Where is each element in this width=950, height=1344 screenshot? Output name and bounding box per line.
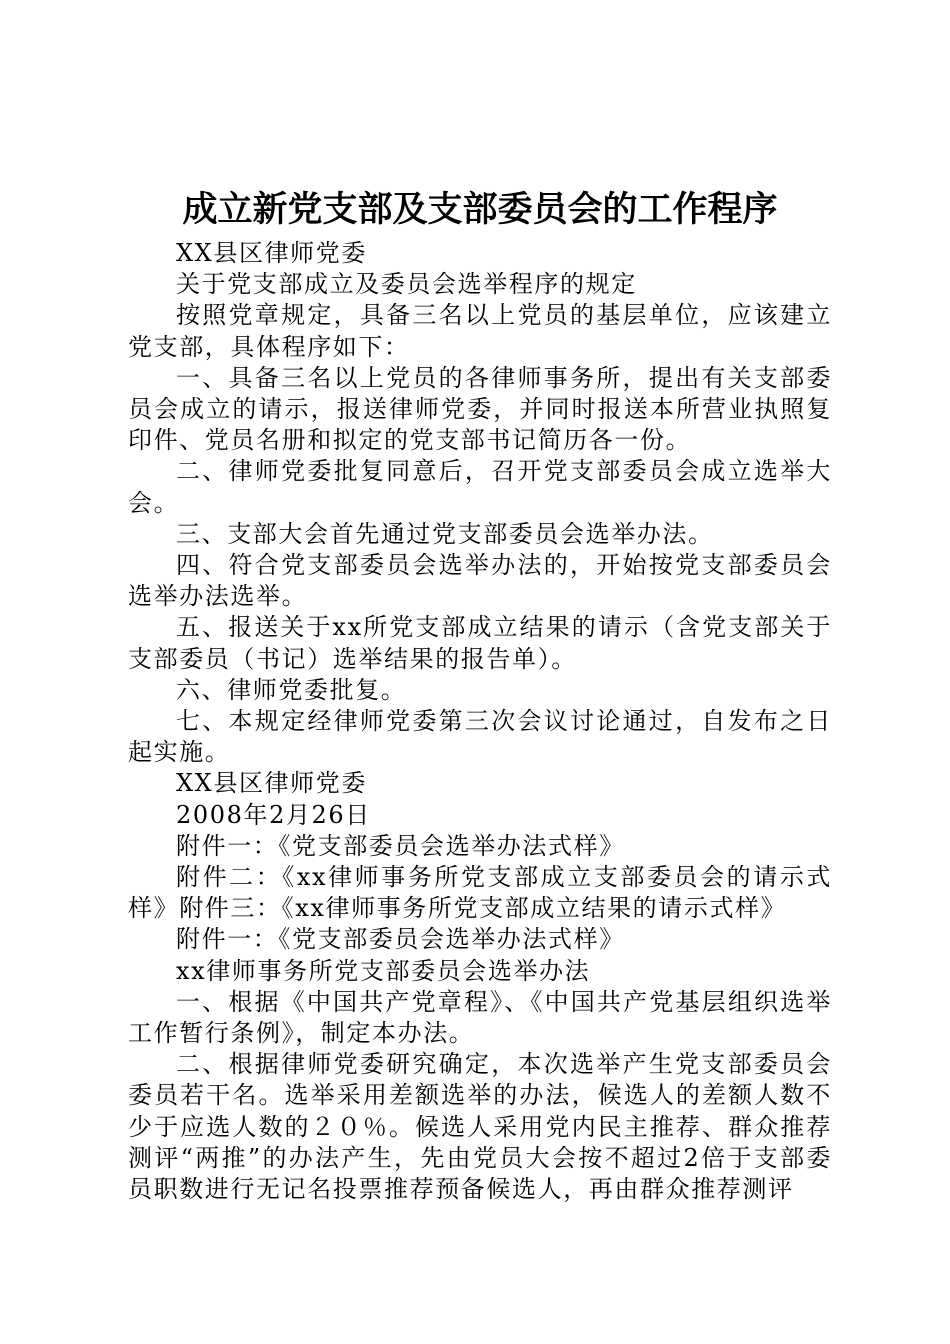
paragraph-attachment-1: 附件一：《党支部委员会选举办法式样》 [176,831,625,860]
paragraph-article-1: 一、根据《中国共产党章程》、《中国共产党基层组织选举工作暂行条例》，制定本办法。 [128,987,832,1048]
paragraph-article-2: 二、根据律师党委研究确定，本次选举产生党支部委员会委员若干名。选举采用差额选举的办法，候选人的差额人数不少于应选人数的２０％。候选人采用党内民主推荐、群众推荐测评“两推”的办法产生，先由党员大会按不超过2倍于支部委员职数进行无记名投票推荐预备候选人，再由群众推荐测评 [128,1050,832,1204]
paragraph-party-committee: XX县区律师党委 [176,239,367,267]
paragraph-date: 2008年2月26日 [176,800,371,829]
paragraph-step-2: 二、律师党委批复同意后，召开党支部委员会成立选举大会。 [128,457,832,517]
paragraph-regulation-title: 关于党支部成立及委员会选举程序的规定 [176,270,637,299]
paragraph-signature: XX县区律师党委 [176,769,367,798]
paragraph-attachment-1-heading: 附件一：《党支部委员会选举办法式样》 [176,925,625,954]
document-page [128,188,832,1205]
document-title: 成立新党支部及支部委员会的工作程序 [182,190,778,230]
paragraph-step-5: 五、报送关于xx所党支部成立结果的请示（含党支部关于支部委员（书记）选举结果的报告单）。 [128,613,832,673]
paragraph-election-method-title: xx律师事务所党支部委员会选举办法 [176,956,591,985]
paragraph-attachment-2-3: 附件二：《xx律师事务所党支部成立支部委员会的请示式样》附件三：《xx律师事务所党支部成立结果的请示式样》 [128,863,832,923]
paragraph-step-1: 一、具备三名以上党员的各律师事务所，提出有关支部委员会成立的请示，报送律师党委，并同时报送本所营业执照复印件、党员名册和拟定的党支部书记简历各一份。 [128,363,832,455]
paragraph-step-4: 四、符合党支部委员会选举办法的，开始按党支部委员会选举办法选举。 [128,551,832,611]
paragraph-step-6: 六、律师党委批复。 [176,675,407,704]
paragraph-step-7: 七、本规定经律师党委第三次会议讨论通过，自发布之日起实施。 [128,707,832,767]
paragraph-step-3: 三、支部大会首先通过党支部委员会选举办法。 [176,519,714,548]
paragraph-intro: 按照党章规定，具备三名以上党员的基层单位，应该建立党支部，具体程序如下： [128,301,832,361]
